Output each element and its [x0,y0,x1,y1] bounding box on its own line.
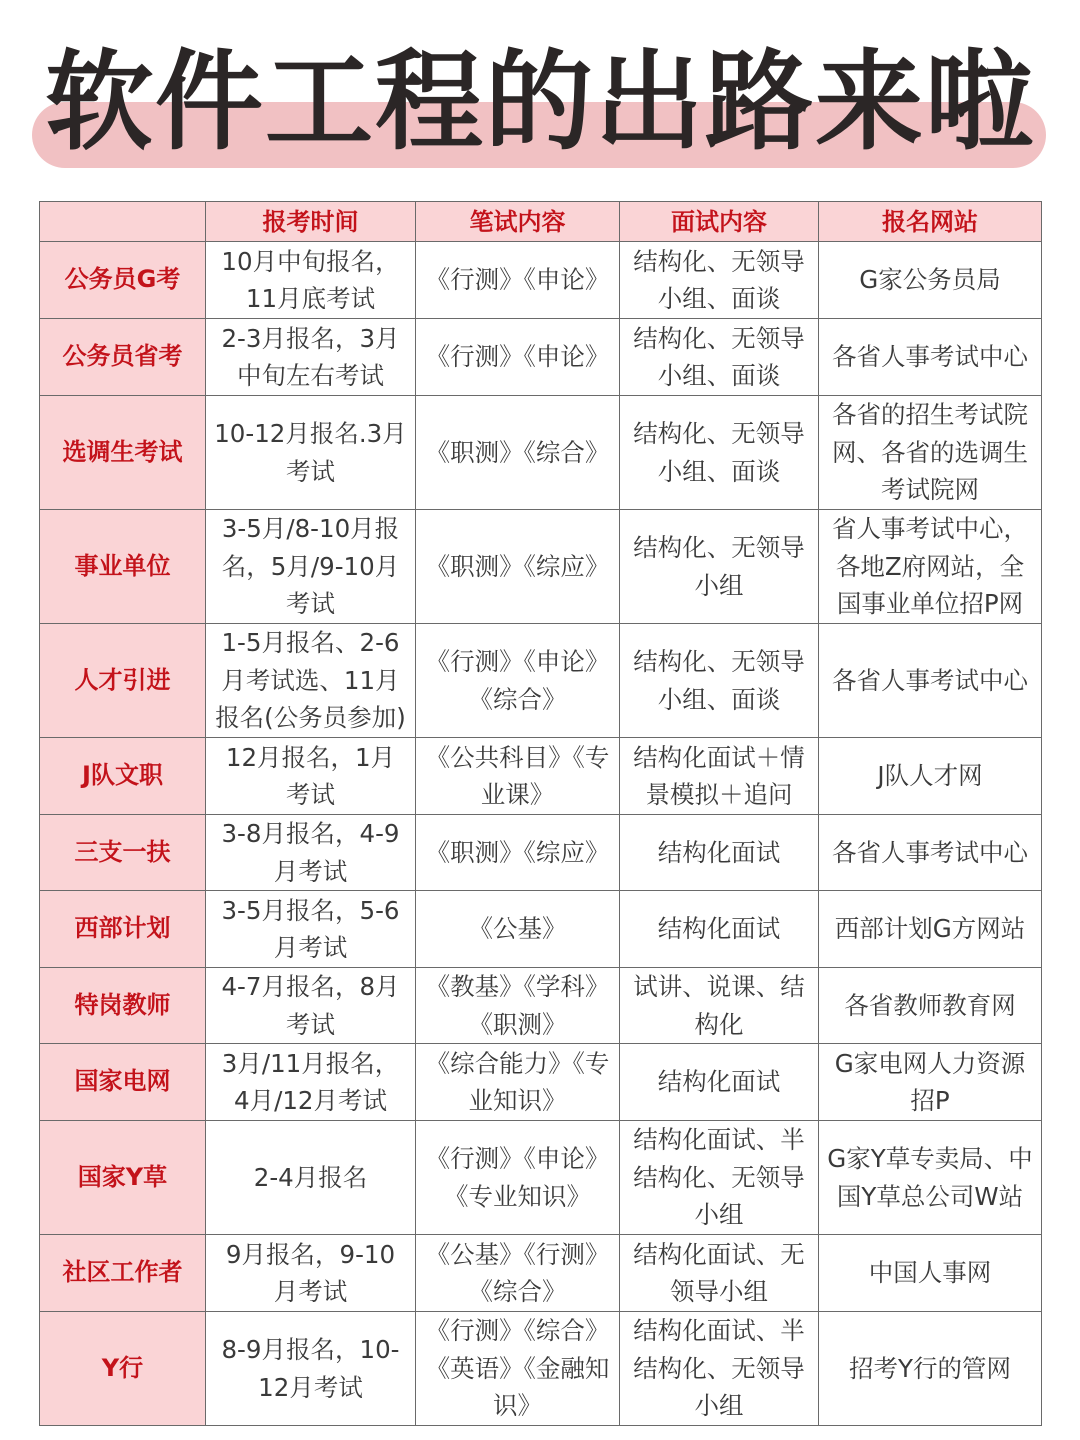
cell-site: J队人才网 [819,738,1042,815]
row-name: 国家Y草 [40,1121,206,1235]
cell-written: 《职测》《综应》 [416,510,620,624]
cell-site: 招考Y行的管网 [819,1312,1042,1426]
row-name: 选调生考试 [40,396,206,510]
header-interview: 面试内容 [620,202,819,242]
page-title: 软件工程的出路来啦 [44,40,1035,165]
table-row [40,1044,1042,1121]
cell-time: 4-7月报名，8月考试 [206,968,416,1044]
row-name: 社区工作者 [40,1235,206,1312]
cell-written: 《综合能力》《专业知识》 [416,1044,620,1121]
cell-written: 《职测》《综应》 [416,815,620,891]
cell-time: 3月/11月报名，4月/12月考试 [206,1044,416,1121]
table-row [40,396,1042,510]
table-row [40,815,1042,891]
cell-site: G家公务员局 [819,242,1042,319]
cell-site: 中国人事网 [819,1235,1042,1312]
cell-time: 12月报名，1月考试 [206,738,416,815]
row-name: 公务员G考 [40,242,206,319]
cell-site: 省人事考试中心，各地Z府网站，全国事业单位招P网 [819,510,1042,624]
cell-site: 各省人事考试中心 [819,319,1042,396]
cell-site: 各省的招生考试院网、各省的选调生考试院网 [819,396,1042,510]
cell-interview: 结构化、无领导小组、面谈 [620,624,819,738]
cell-interview: 结构化面试、无领导小组 [620,1235,819,1312]
row-name: Y行 [40,1312,206,1426]
cell-site: 各省人事考试中心 [819,624,1042,738]
cell-written: 《公基》 [416,891,620,968]
row-name: 人才引进 [40,624,206,738]
table-row [40,968,1042,1044]
row-name: 西部计划 [40,891,206,968]
table-row [40,1121,1042,1235]
row-name: 三支一扶 [40,815,206,891]
table-row [40,510,1042,624]
row-name: J队文职 [40,738,206,815]
row-name: 公务员省考 [40,319,206,396]
cell-interview: 结构化面试 [620,1044,819,1121]
table-row [40,738,1042,815]
cell-time: 8-9月报名，10-12月考试 [206,1312,416,1426]
cell-written: 《行测》《申论》《综合》 [416,624,620,738]
cell-time: 3-8月报名，4-9月考试 [206,815,416,891]
cell-interview: 试讲、说课、结构化 [620,968,819,1044]
header-written: 笔试内容 [416,202,620,242]
cell-interview: 结构化面试 [620,815,819,891]
header-corner [40,202,206,242]
exam-table [39,201,1042,1426]
cell-time: 3-5月/8-10月报名，5月/9-10月考试 [206,510,416,624]
cell-site: 西部计划G方网站 [819,891,1042,968]
cell-interview: 结构化、无领导小组 [620,510,819,624]
cell-interview: 结构化、无领导小组、面谈 [620,319,819,396]
table-row [40,624,1042,738]
cell-written: 《公基》《行测》《综合》 [416,1235,620,1312]
row-name: 特岗教师 [40,968,206,1044]
header-time: 报考时间 [206,202,416,242]
cell-written: 《行测》《申论》 [416,319,620,396]
cell-site: G家电网人力资源招P [819,1044,1042,1121]
cell-time: 3-5月报名，5-6月考试 [206,891,416,968]
cell-interview: 结构化面试＋情景模拟＋追问 [620,738,819,815]
cell-interview: 结构化、无领导小组、面谈 [620,396,819,510]
cell-time: 9月报名，9-10月考试 [206,1235,416,1312]
cell-written: 《职测》《综合》 [416,396,620,510]
cell-site: 各省人事考试中心 [819,815,1042,891]
cell-interview: 结构化面试 [620,891,819,968]
cell-interview: 结构化、无领导小组、面谈 [620,242,819,319]
cell-written: 《行测》《申论》 [416,242,620,319]
cell-time: 2-3月报名，3月中旬左右考试 [206,319,416,396]
cell-interview: 结构化面试、半结构化、无领导小组 [620,1121,819,1235]
row-name: 国家电网 [40,1044,206,1121]
cell-interview: 结构化面试、半结构化、无领导小组 [620,1312,819,1426]
cell-time: 10月中旬报名，11月底考试 [206,242,416,319]
cell-written: 《教基》《学科》《职测》 [416,968,620,1044]
table-row [40,1312,1042,1426]
row-name: 事业单位 [40,510,206,624]
cell-written: 《行测》《综合》《英语》《金融知识》 [416,1312,620,1426]
table-header-row [40,202,1042,242]
cell-written: 《公共科目》《专业课》 [416,738,620,815]
table-row [40,891,1042,968]
cell-site: 各省教师教育网 [819,968,1042,1044]
cell-time: 2-4月报名 [206,1121,416,1235]
table-row [40,1235,1042,1312]
cell-time: 10-12月报名.3月考试 [206,396,416,510]
header-site: 报名网站 [819,202,1042,242]
table-row [40,242,1042,319]
cell-site: G家Y草专卖局、中国Y草总公司W站 [819,1121,1042,1235]
cell-written: 《行测》《申论》《专业知识》 [416,1121,620,1235]
title-area [0,0,1080,195]
cell-time: 1-5月报名、2-6月考试选、11月报名(公务员参加) [206,624,416,738]
table-row [40,319,1042,396]
